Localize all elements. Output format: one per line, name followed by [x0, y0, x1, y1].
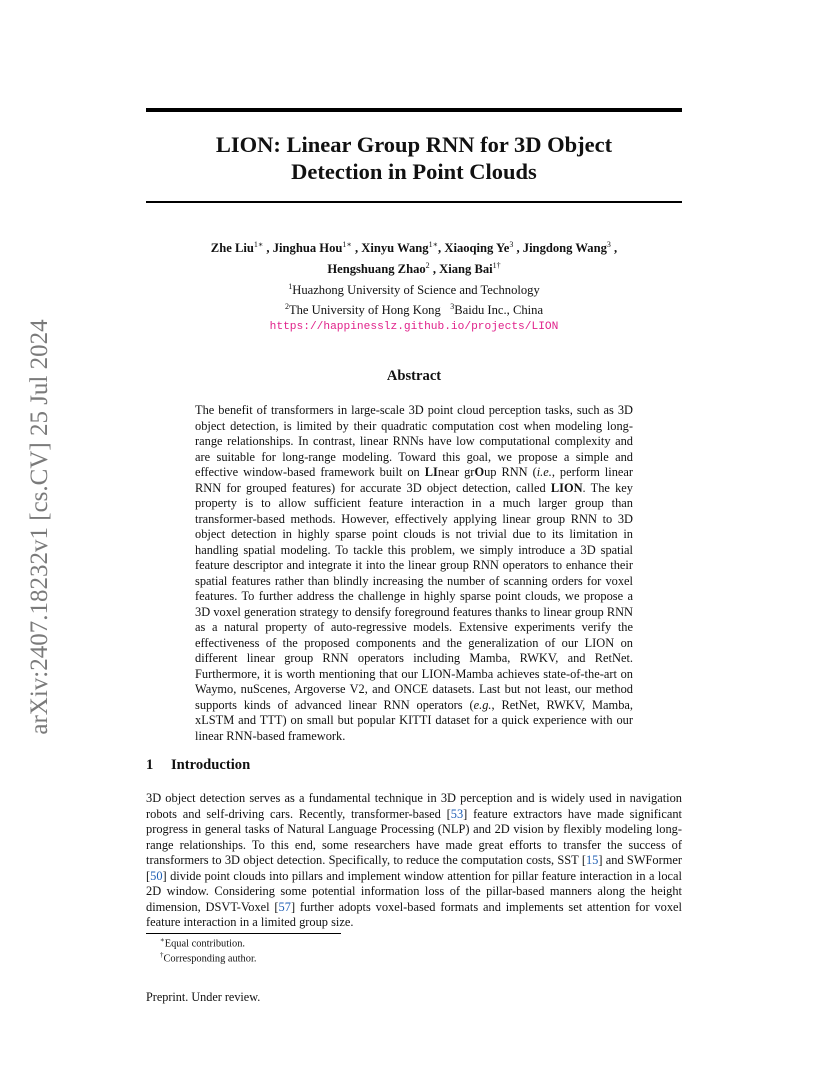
affiliations	[146, 279, 682, 336]
paper-title	[146, 131, 682, 185]
abstract-text: near gr	[437, 465, 475, 479]
citation-link[interactable]: 57	[278, 899, 291, 914]
abstract-text: . The key property is to allow sufficient feature interaction in a much larger group than transformer-based methods. However, effectively applying linear group RNN to 3D object detection in highly sparse point clouds is not trivial due to its limitation in handling spatial modeling. To tackle this problem, we simply introduce a 3D spatial feature descriptor and integrate it into the linear group RNN operators to enhance their spatial features rather than blindly increasing the number of scanning orders for voxel features. To further address the challenge in highly sparse point clouds, we propose a 3D voxel generation strategy to densify foreground features thanks to linear group RNN as a natural property of auto-regressive models. Extensive experiments verify the effectiveness of the proposed components and the generalization of our LION on different linear group RNN operators including Mamba, RWKV, and RetNet. Furthermore, it is worth mentioning that our LION-Mamba achieves state-of-the-art on Waymo, nuScenes, Argoverse V2, and ONCE datasets. Last but not least, our method supports kinds of advanced linear RNN operators (	[195, 480, 633, 712]
author-mark: 1∗	[428, 240, 439, 249]
author-line-2	[146, 257, 682, 278]
author-mark: 3	[509, 240, 514, 249]
title-top-rule	[146, 108, 682, 112]
intro-text: ] feature extractors have made significant progress in general tasks of Natural Language Processing (NLP) and 2D vision by flexibly modeling long-range relationships. To this end, some researchers have made great efforts to transfer the success of transformers to 3D object detection. Specifically, to reduce the computation costs, SST [	[146, 806, 682, 867]
footnote-rule	[146, 933, 341, 934]
intro-text: ] and SWFormer [	[146, 853, 682, 883]
affiliation-line-3	[146, 318, 682, 336]
author-name: Xinyu Wang	[361, 241, 429, 256]
affiliation-2: The University of Hong Kong	[288, 302, 441, 317]
author-name: Jingdong Wang	[522, 241, 607, 256]
author-sep: ,	[610, 241, 618, 256]
title-bottom-rule	[146, 201, 682, 203]
footnote-text: Equal contribution.	[164, 938, 245, 950]
author-line-1	[146, 236, 682, 257]
citation-link[interactable]: 53	[450, 806, 464, 821]
affiliation-line-1: $^1$Huazhong University of Science and Technology	[288, 282, 540, 298]
abstract-text: up	[484, 465, 497, 479]
arxiv-id: arXiv:2407.18232v1 [cs.CV] 25 Jul 2024	[26, 319, 53, 735]
abstract-text: , RetNet, RWKV, Mamba, xLSTM and TTT) on small but popular KITTI dataset for a quick experience with our linear RNN-based framework.	[195, 697, 633, 743]
author-sep: ,	[429, 262, 440, 277]
author-sep: ,	[513, 241, 523, 256]
author-sep: ,	[263, 241, 273, 256]
project-url-link[interactable]: https://happinesslz.github.io/projects/LION	[269, 321, 559, 334]
author-sep: ,	[351, 241, 362, 256]
author-name: Xiang Bai	[439, 262, 493, 277]
author-mark: 1∗	[342, 240, 352, 249]
section-title: Introduction	[171, 757, 251, 773]
author-mark: 1∗	[253, 240, 264, 249]
abstract-ie: i.e.	[536, 465, 552, 479]
lion-acronym-o: O	[474, 465, 485, 479]
intro-text: 3D object detection serves as a fundamental technique in 3D perception and is widely used in navigation robots and self-driving cars. Recently, transformer-based [	[146, 791, 682, 821]
abstract-text: The benefit of transformers in large-scale 3D point cloud perception tasks, such as 3D object detection, is limited by their quadratic computation cost when modeling long-range relationships. In contrast, linear RNNs have low computational complexity and are suitable for long-range modeling. Toward this goal, we propose a simple and effective window-based framework built on	[195, 403, 633, 479]
author-mark: 1†	[492, 261, 501, 271]
lion-name: LION	[550, 480, 583, 495]
abstract-heading: Abstract	[386, 368, 442, 384]
author-name: Xiaoqing Ye	[444, 241, 510, 256]
abstract-text: RNN (	[496, 465, 537, 479]
lion-acronym-li: LI	[424, 465, 438, 479]
affiliation-line-2: $^2$The University of Hong Kong $^3$Baidu Inc., China	[284, 301, 544, 317]
preprint-note: Preprint. Under review.	[146, 990, 261, 1004]
abstract-text: , perform linear RNN for grouped features) for accurate 3D object detection, called	[195, 465, 634, 495]
author-name: Hengshuang Zhao	[327, 262, 426, 277]
abstract-body	[195, 403, 633, 744]
footnote-mark: †	[160, 951, 164, 959]
section-heading	[146, 757, 250, 774]
footnote-text: Corresponding author.	[163, 953, 257, 965]
footnote-mark: ∗	[160, 936, 165, 944]
section-number: 1	[146, 757, 154, 773]
author-sep: ,	[438, 241, 445, 256]
author-list	[146, 236, 682, 278]
author-mark: 2	[425, 261, 430, 271]
author-name: Jinghua Hou	[272, 241, 343, 256]
affiliation-3: Baidu Inc., China	[454, 302, 544, 317]
title-line-2: Detection in Point Clouds	[291, 159, 537, 184]
abstract-eg: e.g.	[473, 697, 492, 712]
title-line-1: LION: Linear Group RNN for 3D Object	[215, 132, 613, 157]
intro-text: ] divide point clouds into pillars and implement window attention for pillar feature interaction in a local 2D window. Considering some potential information loss of the pillar-based manners along the height dimension, DSVT-Voxel [	[146, 868, 682, 914]
author-name: Zhe Liu	[210, 241, 254, 256]
footnote-corresponding-author	[160, 951, 256, 964]
citation-link[interactable]: 50	[150, 868, 163, 883]
footnote-equal-contribution	[160, 936, 245, 949]
author-mark: 3	[606, 240, 611, 249]
intro-paragraph	[146, 791, 682, 931]
intro-text: ] further adopts voxel-based formats and implements set attention for voxel feature interaction in a limited group size.	[146, 899, 682, 929]
citation-link[interactable]: 15	[585, 853, 599, 867]
affiliation-1: Huazhong University of Science and Technology	[292, 283, 540, 298]
